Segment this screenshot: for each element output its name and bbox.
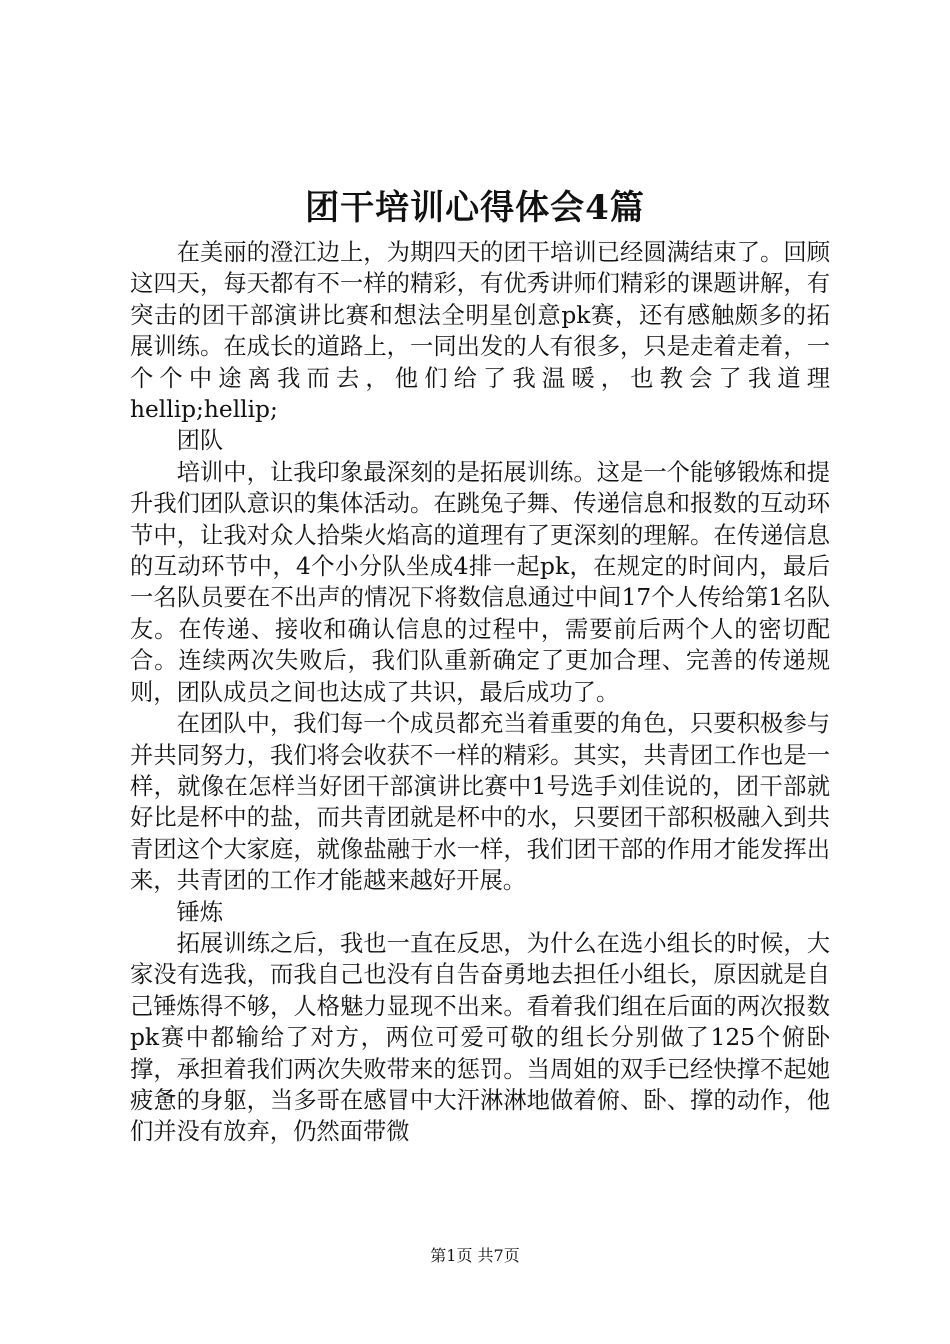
paragraph-intro: 在美丽的澄江边上，为期四天的团干培训已经圆满结束了。回顾这四天，每天都有不一样的精彩，有优秀讲师们精彩的课题讲解，有突击的团干部演讲比赛和想法全明星创意pk赛，还有感触颇多的拓展训练。在成长的道路上，一同出发的人有很多，只是走着走着，一个个中途离我而去，他们给了我温暖，也教会了我道理hellip;hellip; [130,239,830,424]
section-heading-team: 团队 [176,427,224,455]
page-footer: 第1页 共7页 [430,1246,520,1265]
document-body [130,237,830,1148]
paragraph-temper-reflection: 拓展训练之后，我也一直在反思，为什么在选小组长的时候，大家没有选我，而我自己也没有自告奋勇地去担任小组长，原因就是自己锤炼得不够，人格魅力显现不出来。看着我们组在后面的两次报数pk赛中都输给了对方，两位可爱可敬的组长分别做了125个俯卧撑，承担着我们两次失败带来的惩罚。当周姐的双手已经快撑不起她疲惫的身躯，当多哥在感冒中大汗淋淋地做着俯、卧、撑的动作，他们并没有放弃，仍然面带微 [130,929,830,1146]
paragraph-team-role: 在团队中，我们每一个成员都充当着重要的角色，只要积极参与并共同努力，我们将会收获不一样的精彩。其实，共青团工作也是一样，就像在怎样当好团干部演讲比赛中1号选手刘佳说的，团干部就好比是杯中的盐，而共青团就是杯中的水，只要团干部积极融入到共青团这个大家庭，就像盐融于水一样，我们团干部的作用才能发挥出来，共青团的工作才能越来越好开展。 [130,710,830,895]
paragraph-team-training: 培训中，让我印象最深刻的是拓展训练。这是一个能够锻炼和提升我们团队意识的集体活动。在跳兔子舞、传递信息和报数的互动环节中，让我对众人拾柴火焰高的道理有了更深刻的理解。在传递信息的互动环节中，4个小分队坐成4排一起pk，在规定的时间内，最后一名队员要在不出声的情况下将数信息通过中间17个人传给第1名队友。在传递、接收和确认信息的过程中，需要前后两个人的密切配合。连续两次失败后，我们队重新确定了更加合理、完善的传递规则，团队成员之间也达成了共识，最后成功了。 [130,458,830,706]
document-title: 团干培训心得体会4篇 [305,188,645,228]
section-heading-temper: 锤炼 [176,898,224,926]
